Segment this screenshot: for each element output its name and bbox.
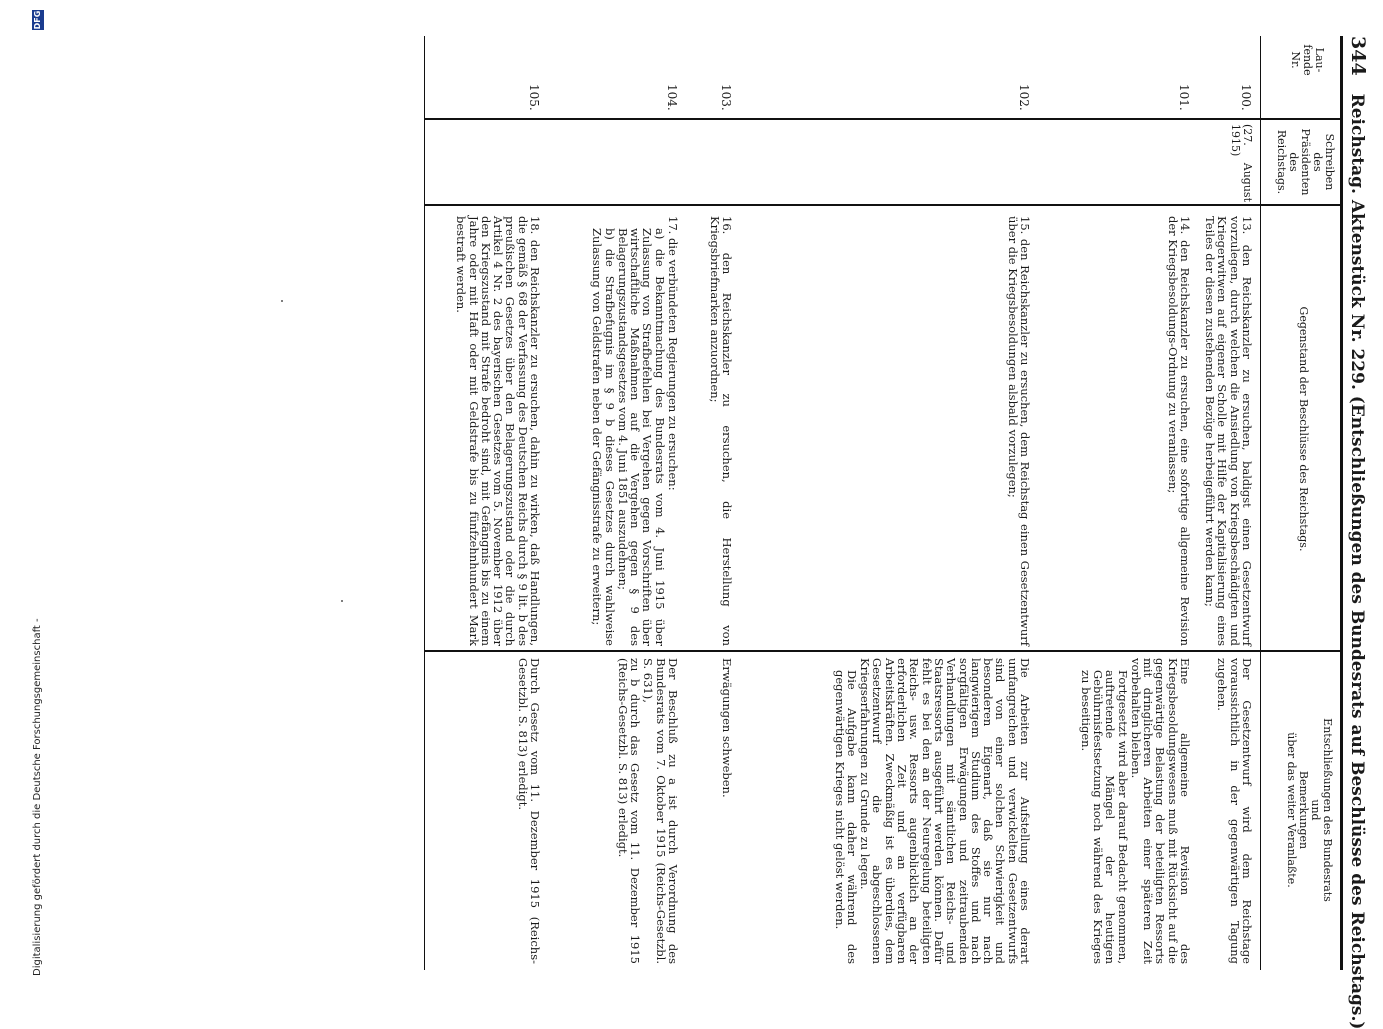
header-rule [1340,36,1343,970]
row-number: 100. [1239,84,1253,111]
speck [281,300,283,302]
row-number: 105. [527,84,541,111]
row-date: (27. August 1915) [1228,124,1254,202]
col-header-gegenstand: Gegenstand der Beschlüsse des Reichstags. [1297,306,1310,552]
row-number: 103. [719,84,733,111]
row-entschliessung: Durch Gesetz vom 11. Dezember 1915 (Reichs-Gesetzbl. S. 813) erledigt. [515,658,542,964]
column-divider [425,118,1343,120]
row-number: 101. [1177,84,1191,111]
row-gegenstand: 18. den Reichskanzler zu ersuchen, dahin zu wirken, daß Handlungen, die gemäß § 68 der Verfassung des Deutschen Reichs durch § 9 lit. b des preußischen Gesetzes über den Belagerungszustand oder die durch Artikel 4 Nr. 2 des bayerischen Gesetzes vom 5. November 1912 über den Kriegszustand mit Strafe bedroht sind, mit Gefängnis bis zu einem Jahre oder mit Haft oder mit Geldstrafe bis zu fünfzehnhundert Mark bestraft werden. [454,216,542,646]
column-header-rule [1260,36,1261,970]
row-number: 102. [1017,84,1031,111]
page-number: 344 [1347,36,1369,76]
col-header-nr: Lau- fende Nr. [1289,44,1326,76]
dfg-logo: DFG [33,10,42,30]
row-number: 104. [665,84,679,111]
speck [341,600,343,602]
row-entschliessung: Die Arbeiten zur Aufstellung eines derart umfangreichen und verwickelten Gesetzentwurfs sind von einer solchen Schwierigkeit und besonderen Eigenart, daß sie nur nach langwierigem Studium des Stoffes und nach sorgfältigen Erwägungen und zeitraubenden Verhandlungen mit sämtlichen Reichs- und Staatsressorts ausgeführt werden können. Dafür fehlt es bei den an der Neuregelung beteiligten Reichs- usw. Ressorts augenblicklich an der erforderlichen Zeit und an verfügbaren Arbeitskräften. Zweckmäßig ist es überdies, dem Gesetzentwurf die abgeschlossenen Kriegserfahrungen zu Grunde zu legen. Die Aufgabe kann daher während des gegenwärtigen Krieges nicht gelöst werden. [832,658,1032,964]
row-gegenstand: 17. die verbündeten Regierungen zu ersuchen: a) die Bekanntmachung des Bundesrats vom 4. Juni 1915 über Zulassung von Strafbefehlen bei Vergehen gegen Vorschriften über wirtschaftliche Maßnahmen auf die Vergehen gegen § 9 des Belagerungszustandsgesetzes vom 4. Juni 1851 auszudehnen; b) die Strafbefugnis im § 9 b dieses Gesetzes durch wahlweise Zulassung von Geldstrafen neben der Gefängnisstrafe zu erweitern; [590,216,680,646]
row-entschliessung: Eine allgemeine Revision des Kriegsbesoldungswesens muß mit Rücksicht auf die gegenwärtige Belastung der beteiligten Ressorts mit dringlicheren Arbeiten einer späteren Zeit vorbehalten bleiben. Fortgesetzt wird aber darauf Bedacht genommen, auftretende Mängel der heutigen Gebührnisfestsetzung noch während des Krieges zu beseitigen. [1078,658,1192,964]
page-title: Reichstag. Aktenstück Nr. 229. (Entschließungen des Bundesrats auf Beschlüsse des Reichstags.) [1347,93,1367,1029]
column-divider [425,204,1343,206]
row-gegenstand: 16. den Reichskanzler zu ersuchen, die Herstellung von Kriegsbriefmarken anzuordnen; [707,216,734,646]
row-entschliessung: Der Gesetzentwurf wird dem Reichstage voraussichtlich in der gegenwärtigen Tagung zugehen. [1215,658,1254,964]
col-header-schreiben: Schreiben des Präsidenten des Reichstags. [1275,128,1336,196]
digitization-text: Digitalisierung gefördert durch die Deutsche Forschungsgemeinschaft - [32,618,43,976]
row-entschliessung: Erwägungen schweben. [720,658,734,798]
row-gegenstand: 13. den Reichskanzler zu ersuchen, baldigst einen Gesetzentwurf vorzulegen, durch welchen die Ansiedlung von Kriegsbeschädigten und Kriegerwitwen auf eigener Scholle mit Hilfe der Kapitalisierung eines Teiles der diesen zustehenden Bezüge herbeigeführt werden kann; [1203,216,1254,646]
row-entschliessung: Der Beschluß zu a ist durch Verordnung des Bundesrats vom 7. Oktober 1915 (Reichs-Gesetzbl. S. 631), zu b durch das Gesetz vom 11. Dezember 1915 (Reichs-Gesetzbl. S. 813) erledigt. [615,658,680,964]
column-divider [425,650,1343,652]
row-gegenstand: 15. den Reichskanzler zu ersuchen, dem Reichstag einen Gesetzentwurf über die Kriegsbesoldungen alsbald vorzulegen; [1005,216,1032,646]
bottom-rule [424,36,425,970]
digitization-note [30,0,50,1000]
page-header [1347,36,1369,1029]
row-gegenstand: 14. den Reichskanzler zu ersuchen, eine sofortige allgemeine Revision der Kriegsbesoldungs-Ordnung zu veranlassen; [1165,216,1192,646]
col-header-entschliessungen: Entschließungen des Bundesrats und Bemerkungen über das weiter Veranlaßte. [1285,718,1334,902]
